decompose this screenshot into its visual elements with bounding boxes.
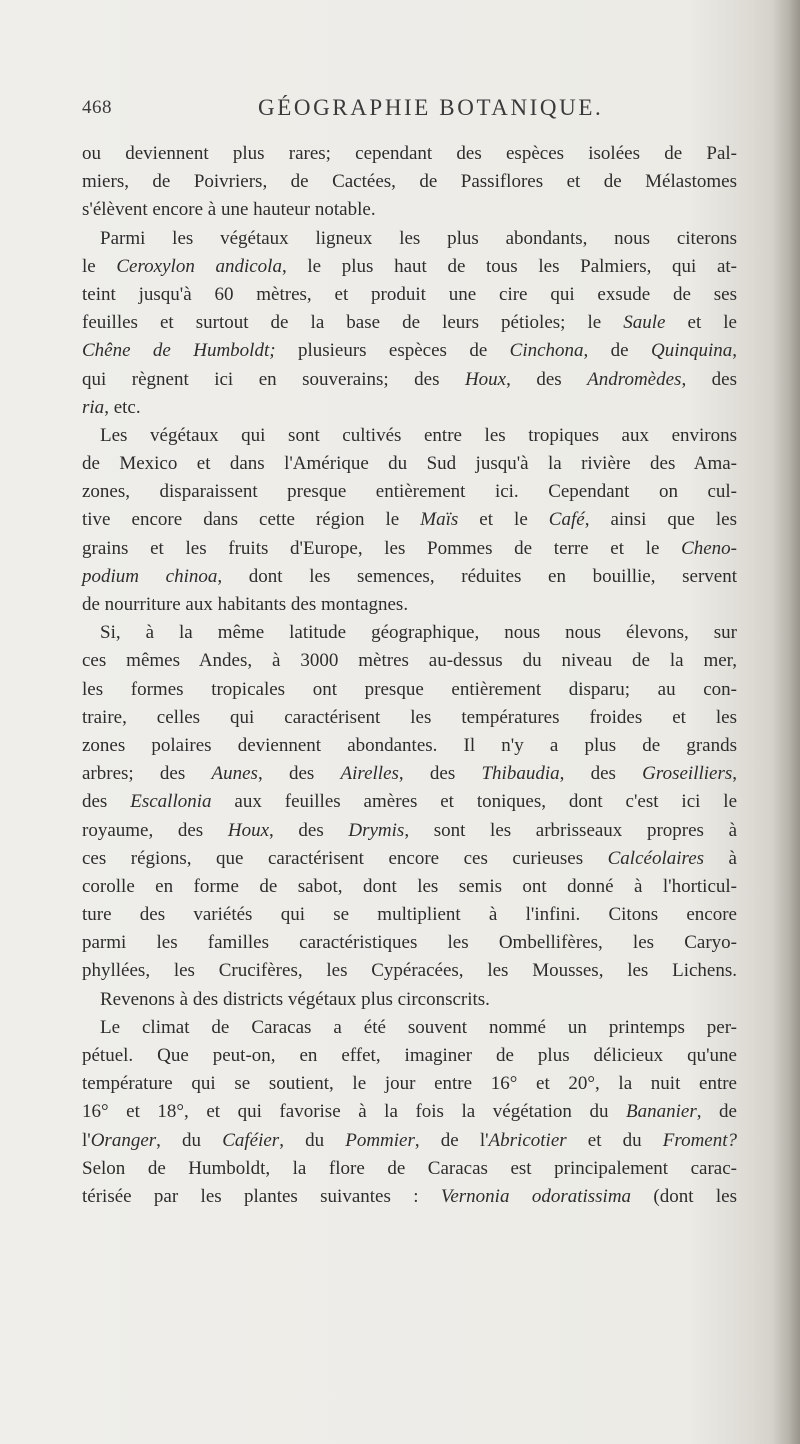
italic-term: Airelles <box>340 763 399 785</box>
text-segment: , du <box>279 1129 346 1151</box>
text-segment: le <box>82 255 117 277</box>
header-title: GÉOGRAPHIE BOTANIQUE. <box>258 95 604 120</box>
text-segment: Parmi les végétaux ligneux les plus abondants, nous citerons <box>100 227 737 249</box>
text-line <box>82 225 737 253</box>
text-segment: tive encore dans cette région le <box>82 509 421 531</box>
running-header <box>82 97 722 129</box>
text-segment: et le <box>665 312 737 334</box>
text-line <box>82 535 737 563</box>
text-line <box>82 619 737 647</box>
text-line <box>82 957 737 985</box>
text-segment: , des <box>269 819 349 841</box>
text-line <box>82 196 737 224</box>
italic-term: Pommier <box>345 1129 415 1151</box>
text-line <box>82 1155 737 1183</box>
text-line <box>82 140 737 168</box>
italic-term: Groseilliers <box>642 763 733 785</box>
italic-term: Froment? <box>662 1129 738 1151</box>
text-segment: , de <box>696 1101 737 1123</box>
text-segment: Selon de Humboldt, la flore de Caracas est principalement carac- <box>82 1157 737 1179</box>
text-line <box>82 788 737 816</box>
text-segment: pétuel. Que peut-on, en effet, imaginer de plus délicieux qu'une <box>82 1045 737 1066</box>
text-line <box>82 676 737 704</box>
text-line <box>82 704 737 732</box>
text-segment: ou deviennent plus rares; cependant des espèces isolées de Pal- <box>82 143 737 164</box>
text-line <box>82 1183 737 1211</box>
text-segment: , des <box>559 763 643 785</box>
italic-term: Andromèdes <box>587 368 682 390</box>
italic-term: Drymis <box>348 819 405 841</box>
text-line <box>82 732 737 760</box>
text-segment: plusieurs espèces de <box>275 340 510 362</box>
text-segment: royaume, des <box>82 819 228 841</box>
italic-term: Calcéolaires <box>607 847 705 869</box>
text-segment: ces régions, que caractérisent encore ces curieuses <box>82 847 608 869</box>
italic-term: Oranger <box>90 1129 157 1151</box>
text-segment: , de l' <box>414 1129 489 1151</box>
text-segment: térisée par les plantes suivantes : <box>82 1185 441 1207</box>
text-segment: Le climat de Caracas a été souvent nommé un printemps per- <box>100 1016 737 1038</box>
text-segment: teint jusqu'à 60 mètres, et produit une cire qui exsude de ses <box>82 283 737 305</box>
text-segment: ces mêmes Andes, à 3000 mètres au-dessus du niveau de la mer, <box>82 650 737 672</box>
body-text <box>82 140 737 1211</box>
text-segment: parmi les familles caractéristiques les Ombellifères, les Caryo- <box>82 932 737 954</box>
text-segment: , du <box>156 1129 223 1151</box>
text-segment: , de <box>583 340 651 362</box>
text-segment: de Mexico et dans l'Amérique du Sud jusqu'à la rivière des Ama- <box>82 453 737 475</box>
italic-term: Café <box>548 509 585 531</box>
italic-term: Abricotier <box>488 1129 567 1151</box>
text-line <box>82 506 737 534</box>
text-line <box>82 478 737 506</box>
text-segment: des <box>82 791 131 813</box>
italic-term: podium chinoa <box>82 565 218 587</box>
text-segment: ture des variétés qui se multiplient à l'infini. Citons encore <box>82 904 737 926</box>
text-segment: , etc. <box>104 396 141 418</box>
text-line <box>82 366 737 394</box>
text-line <box>82 873 737 901</box>
text-line <box>82 337 737 365</box>
italic-term: Cheno- <box>681 537 737 559</box>
italic-term: Quinquina <box>650 340 733 362</box>
italic-term: Houx <box>464 368 507 390</box>
italic-term: Maïs <box>420 509 459 531</box>
text-line <box>82 817 737 845</box>
italic-term: Houx <box>227 819 269 841</box>
text-line <box>82 394 737 422</box>
text-segment: Si, à la même latitude géographique, nous nous élevons, sur <box>100 622 737 644</box>
text-segment: corolle en forme de sabot, dont les semis ont donné à l'horticul- <box>82 875 737 897</box>
italic-term: Aunes <box>211 763 258 785</box>
text-segment: , <box>732 763 737 785</box>
italic-term: Ceroxylon andicola <box>116 255 282 277</box>
text-segment: et du <box>566 1129 663 1151</box>
italic-term: Thibaudia <box>481 763 560 785</box>
italic-term: ria <box>82 396 105 418</box>
text-line <box>82 1070 737 1098</box>
text-line <box>82 647 737 675</box>
text-segment: 16° et 18°, et qui favorise à la fois la végétation du <box>82 1101 627 1123</box>
text-line <box>82 760 737 788</box>
text-line <box>82 563 737 591</box>
text-line <box>82 591 737 619</box>
page-number: 468 <box>82 97 112 118</box>
text-segment: traire, celles qui caractérisent les températures froides et les <box>82 706 737 728</box>
page-binding-shadow <box>772 0 800 1444</box>
text-line <box>82 422 737 450</box>
text-segment: (dont les <box>631 1185 737 1207</box>
text-segment: feuilles et surtout de la base de leurs pétioles; le <box>82 312 624 334</box>
text-segment: , des <box>257 763 341 785</box>
text-segment: , le plus haut de tous les Palmiers, qui at- <box>281 255 737 277</box>
text-segment: grains et les fruits d'Europe, les Pommes de terre et le <box>82 537 682 559</box>
text-line <box>82 1127 737 1155</box>
text-segment: phyllées, les Crucifères, les Cypéracées, les Mousses, les Lichens. <box>82 960 737 982</box>
text-segment: arbres; des <box>82 763 212 785</box>
text-segment: température qui se soutient, le jour entre 16° et 20°, la nuit entre <box>82 1073 737 1095</box>
text-segment: miers, de Poivriers, de Cactées, de Passiflores et de Mélastomes <box>82 171 737 193</box>
text-segment: Revenons à des districts végétaux plus circonscrits. <box>100 988 490 1010</box>
text-line <box>82 1042 737 1070</box>
text-line <box>82 986 737 1014</box>
text-segment: , des <box>681 368 737 390</box>
text-line <box>82 281 737 309</box>
text-segment: , sont les arbrisseaux propres à <box>404 819 738 841</box>
text-segment: les formes tropicales ont presque entièrement disparu; au con- <box>82 678 737 700</box>
text-segment: zones polaires deviennent abondantes. Il n'y a plus de grands <box>82 734 737 756</box>
italic-term: Vernonia odoratissima <box>440 1185 632 1207</box>
text-line <box>82 253 737 281</box>
italic-term: Caféier <box>222 1129 280 1151</box>
text-segment: , ainsi que les <box>584 509 737 531</box>
text-segment: de nourriture aux habitants des montagnes. <box>82 594 409 615</box>
text-line <box>82 1014 737 1042</box>
text-segment: zones, disparaissent presque entièrement ici. Cependant on cul- <box>82 481 737 503</box>
italic-term: Escallonia <box>130 791 212 813</box>
text-line <box>82 1098 737 1126</box>
text-segment: à <box>704 847 737 869</box>
text-line <box>82 168 737 196</box>
text-line <box>82 929 737 957</box>
text-segment: aux feuilles amères et toniques, dont c'est ici le <box>211 791 738 813</box>
text-segment: , des <box>398 763 482 785</box>
text-line <box>82 901 737 929</box>
text-segment: , <box>732 340 737 362</box>
text-segment: et le <box>458 509 549 531</box>
text-segment: , dont les semences, réduites en bouillie, servent <box>217 565 737 587</box>
text-segment: s'élèvent encore à une hauteur notable. <box>82 199 376 221</box>
italic-term: Cinchona <box>509 340 584 362</box>
text-segment: l' <box>82 1129 91 1151</box>
italic-term: Bananier <box>626 1101 697 1123</box>
italic-term: Chêne de Humboldt; <box>82 340 276 362</box>
text-segment: , des <box>506 368 588 390</box>
text-line <box>82 450 737 478</box>
italic-term: Saule <box>623 312 666 334</box>
text-line <box>82 309 737 337</box>
text-segment: Les végétaux qui sont cultivés entre les tropiques aux environs <box>100 424 737 446</box>
text-segment: qui règnent ici en souverains; des <box>82 368 465 390</box>
text-line <box>82 845 737 873</box>
